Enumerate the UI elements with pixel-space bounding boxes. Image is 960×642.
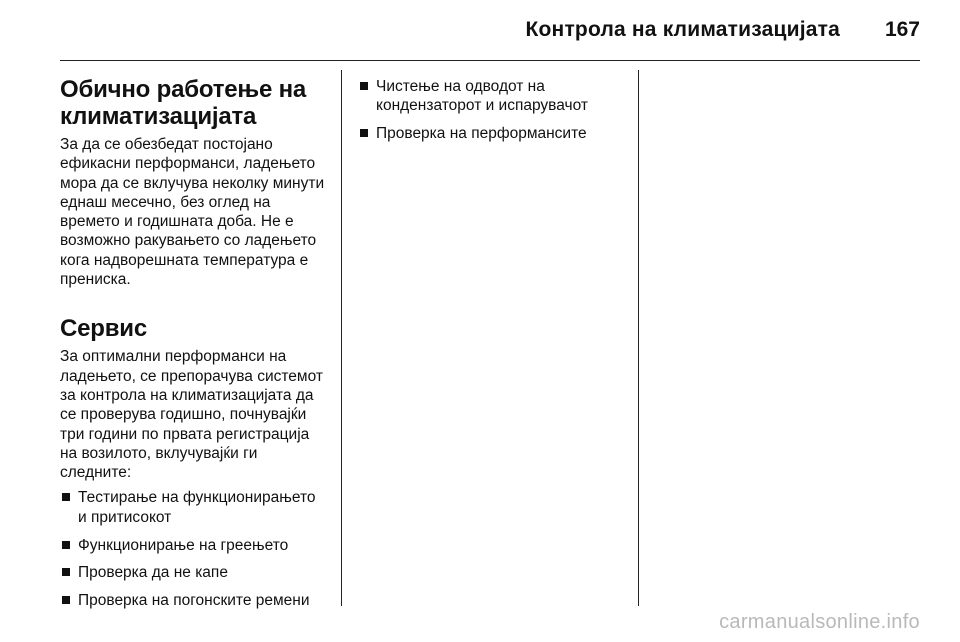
bullet-square-icon <box>62 541 70 549</box>
list-item-text: Функционирање на греењето <box>78 536 289 554</box>
list-item-text: Тестирање на функционирањето и притисокот <box>78 489 316 526</box>
service-checklist-continued <box>358 77 626 143</box>
section-heading-service: Сервис <box>60 315 147 343</box>
list-item <box>60 563 328 582</box>
list-item-text: Проверка да не капе <box>78 564 228 582</box>
page-number: 167 <box>884 18 920 41</box>
bullet-square-icon <box>360 82 368 90</box>
column-left <box>60 62 328 619</box>
bullet-square-icon <box>62 596 70 604</box>
bullet-square-icon <box>360 129 368 137</box>
list-item-text: Чистење на одводот на кондензаторот и испарувачот <box>376 78 588 115</box>
service-checklist <box>60 488 328 610</box>
column-divider <box>638 70 639 606</box>
column-divider <box>341 70 342 606</box>
section-paragraph-normal-operation: За да се обезбедат постојано ефикасни перформанси, ладењето мора да се вклучува неколку минути еднаш месечно, без оглед на времето и годишната доба. Не е возможно ракувањето со ладењето кога надворешната температура е прениска. <box>60 136 325 289</box>
watermark-text: carmanualsonline.info <box>719 611 920 633</box>
bullet-square-icon <box>62 568 70 576</box>
section-heading-normal-operation: Обично работење на климатизацијата <box>60 76 307 130</box>
list-item <box>60 488 328 527</box>
list-item-text: Проверка на погонските ремени <box>78 592 310 610</box>
list-item <box>358 77 626 116</box>
list-item <box>60 536 328 555</box>
list-item-text: Проверка на перформансите <box>376 125 587 143</box>
page-title: Контрола на климатизацијата <box>525 18 840 41</box>
section-paragraph-service: За оптимални перформанси на ладењето, се препорачува системот за контрола на климатизацијата да се проверува годишно, почнувајќи три години по првата регистрација на возилото, вклучувајќи ги следните: <box>60 348 323 482</box>
list-item <box>60 591 328 610</box>
column-middle <box>358 77 626 152</box>
list-item <box>358 124 626 143</box>
bullet-square-icon <box>62 493 70 501</box>
header-divider <box>60 60 920 61</box>
